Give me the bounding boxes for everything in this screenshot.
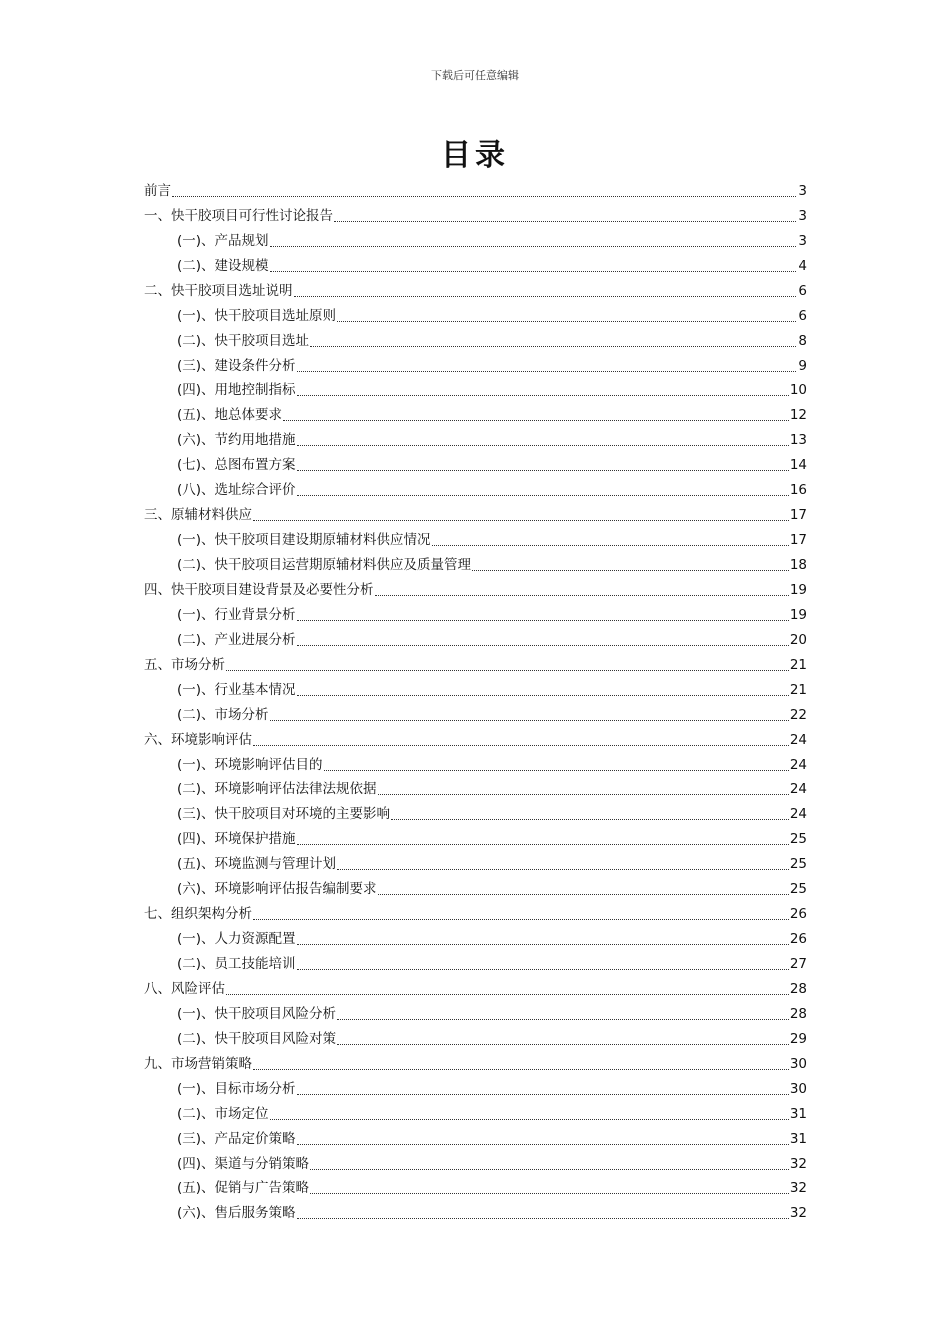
dot-leader (172, 184, 796, 197)
toc-entry-page-number: 6 (798, 307, 807, 324)
toc-entry-label: (六)、售后服务策略 (177, 1205, 296, 1222)
dot-leader (472, 558, 789, 571)
toc-entry-page-number: 26 (789, 931, 807, 948)
toc-entry-page-number: 24 (789, 731, 807, 748)
dot-leader (297, 832, 789, 845)
toc-entry[interactable] (144, 226, 807, 251)
toc-entry[interactable] (144, 550, 807, 575)
dot-leader (297, 483, 789, 496)
toc-entry-page-number: 26 (789, 906, 807, 923)
toc-entry-label: (一)、行业基本情况 (177, 681, 296, 698)
toc-entry-label: (一)、快干胶项目风险分析 (177, 1005, 337, 1022)
toc-entry-page-number: 25 (789, 881, 807, 898)
toc-entry-label: (一)、快干胶项目选址原则 (177, 307, 337, 324)
dot-leader (297, 1132, 789, 1145)
toc-entry-label: (二)、快干胶项目运营期原辅材料供应及质量管理 (177, 557, 472, 573)
page-title: 目录 (441, 138, 509, 173)
toc-entry[interactable] (144, 425, 807, 450)
toc-entry-label: (二)、快干胶项目选址 (177, 332, 310, 349)
toc-entry[interactable] (144, 400, 807, 425)
toc-entry-label: (三)、快干胶项目对环境的主要影响 (177, 806, 391, 823)
toc-entry[interactable] (144, 849, 807, 874)
toc-entry[interactable] (144, 301, 807, 326)
toc-entry-label: (四)、环境保护措施 (177, 831, 296, 848)
toc-entry[interactable] (144, 1174, 807, 1199)
toc-entry-label: (三)、产品定价策略 (177, 1130, 296, 1147)
dot-leader (297, 932, 789, 945)
dot-leader (391, 807, 789, 820)
toc-entry-label: (六)、环境影响评估报告编制要求 (177, 881, 377, 898)
toc-entry[interactable] (144, 276, 807, 301)
dot-leader (297, 1206, 789, 1219)
toc-entry-label: 一、快干胶项目可行性讨论报告 (144, 207, 333, 224)
dot-leader (378, 782, 789, 795)
dot-leader (337, 857, 789, 870)
toc-entry[interactable] (144, 625, 807, 650)
toc-entry-page-number: 24 (789, 781, 807, 798)
toc-entry[interactable] (144, 1124, 807, 1149)
dot-leader (253, 907, 789, 920)
dot-leader (226, 658, 789, 671)
toc-entry[interactable] (144, 949, 807, 974)
toc-entry-page-number: 32 (789, 1155, 807, 1172)
dot-leader (297, 359, 796, 372)
toc-entry-label: 六、环境影响评估 (144, 731, 252, 748)
toc-entry-page-number: 3 (798, 182, 807, 199)
toc-entry-label: (一)、人力资源配置 (177, 931, 296, 948)
toc-entry-label: 二、快干胶项目选址说明 (144, 282, 293, 299)
toc-entry-page-number: 10 (789, 382, 807, 399)
toc-entry[interactable] (144, 725, 807, 750)
toc-entry[interactable] (144, 750, 807, 775)
dot-leader (253, 733, 789, 746)
toc-entry-page-number: 18 (789, 557, 807, 573)
toc-entry[interactable] (144, 799, 807, 824)
toc-entry-page-number: 24 (789, 756, 807, 773)
toc-entry-page-number: 13 (789, 432, 807, 449)
dot-leader (375, 583, 789, 596)
toc-entry[interactable] (144, 1024, 807, 1049)
toc-entry-label: (二)、市场定位 (177, 1105, 269, 1122)
dot-leader (283, 408, 789, 421)
toc-entry-label: (七)、总图布置方案 (177, 457, 296, 474)
dot-leader (334, 209, 796, 222)
toc-entry-page-number: 14 (789, 457, 807, 474)
dot-leader (378, 882, 789, 895)
dot-leader (432, 533, 789, 546)
toc-entry-page-number: 17 (789, 507, 807, 524)
toc-entry-label: (二)、员工技能培训 (177, 956, 296, 972)
toc-entry-page-number: 21 (789, 656, 807, 673)
toc-entry-label: (四)、渠道与分销策略 (177, 1155, 310, 1172)
toc-entry-page-number: 3 (798, 207, 807, 224)
toc-entry[interactable] (144, 351, 807, 376)
toc-entry[interactable] (144, 1074, 807, 1099)
toc-entry-page-number: 17 (789, 532, 807, 549)
toc-entry-label: (一)、产品规划 (177, 232, 269, 249)
toc-entry[interactable] (144, 326, 807, 351)
toc-entry-page-number: 29 (789, 1030, 807, 1047)
dot-leader (294, 284, 797, 297)
toc-entry-label: (一)、行业背景分析 (177, 606, 296, 623)
toc-entry-label: 四、快干胶项目建设背景及必要性分析 (144, 581, 374, 598)
dot-leader (310, 334, 796, 347)
toc-entry-page-number: 24 (789, 806, 807, 823)
toc-entry[interactable] (144, 1099, 807, 1124)
toc-entry-page-number: 6 (798, 282, 807, 299)
toc-entry[interactable] (144, 924, 807, 949)
dot-leader (270, 708, 789, 721)
toc-entry-label: (二)、产业进展分析 (177, 631, 296, 648)
table-of-contents (144, 176, 807, 1223)
toc-entry-label: (五)、地总体要求 (177, 407, 283, 424)
dot-leader (310, 1157, 789, 1170)
toc-entry-page-number: 12 (789, 407, 807, 424)
toc-entry-page-number: 31 (789, 1130, 807, 1147)
toc-entry-label: 七、组织架构分析 (144, 906, 252, 923)
toc-entry-label: (一)、快干胶项目建设期原辅材料供应情况 (177, 532, 431, 549)
toc-entry-page-number: 22 (789, 706, 807, 723)
toc-entry-label: (二)、建设规模 (177, 257, 269, 274)
toc-entry-page-number: 30 (789, 1080, 807, 1097)
toc-entry-label: (八)、选址综合评价 (177, 482, 296, 499)
toc-entry-page-number: 16 (789, 482, 807, 499)
toc-entry-label: (五)、促销与广告策略 (177, 1180, 310, 1197)
toc-entry[interactable] (144, 575, 807, 600)
toc-entry-label: (二)、环境影响评估法律法规依据 (177, 781, 377, 798)
dot-leader (337, 309, 796, 322)
toc-entry[interactable] (144, 500, 807, 525)
toc-entry[interactable] (144, 376, 807, 401)
toc-entry-page-number: 31 (789, 1105, 807, 1122)
toc-entry[interactable] (144, 974, 807, 999)
dot-leader (297, 458, 789, 471)
dot-leader (270, 1107, 789, 1120)
toc-entry-label: (一)、目标市场分析 (177, 1080, 296, 1097)
toc-entry-label: 八、风险评估 (144, 980, 225, 997)
toc-entry[interactable] (144, 700, 807, 725)
toc-entry[interactable] (144, 775, 807, 800)
toc-entry-page-number: 20 (789, 631, 807, 648)
toc-entry[interactable] (144, 874, 807, 899)
toc-entry-page-number: 4 (798, 257, 807, 274)
header-note: 下载后可任意编辑 (431, 69, 519, 82)
toc-entry-label: (三)、建设条件分析 (177, 357, 296, 374)
toc-entry-page-number: 8 (798, 332, 807, 349)
toc-entry-page-number: 25 (789, 856, 807, 873)
dot-leader (253, 1057, 789, 1070)
toc-entry-label: (五)、环境监测与管理计划 (177, 856, 337, 873)
dot-leader (226, 982, 789, 995)
dot-leader (310, 1181, 789, 1194)
toc-entry-label: 前言 (144, 182, 171, 199)
toc-entry-page-number: 3 (798, 232, 807, 249)
toc-entry-label: (二)、市场分析 (177, 706, 269, 723)
toc-entry[interactable] (144, 675, 807, 700)
toc-entry-label: (二)、快干胶项目风险对策 (177, 1030, 337, 1047)
dot-leader (270, 234, 796, 247)
toc-entry[interactable] (144, 201, 807, 226)
dot-leader (297, 433, 789, 446)
toc-entry[interactable] (144, 176, 807, 201)
toc-entry-label: 五、市场分析 (144, 656, 225, 673)
toc-entry[interactable] (144, 899, 807, 924)
dot-leader (297, 608, 789, 621)
toc-entry-label: (六)、节约用地措施 (177, 432, 296, 449)
dot-leader (297, 957, 789, 970)
toc-entry-page-number: 32 (789, 1205, 807, 1222)
dot-leader (324, 758, 789, 771)
dot-leader (297, 383, 789, 396)
toc-entry[interactable] (144, 824, 807, 849)
toc-entry[interactable] (144, 1049, 807, 1074)
toc-entry-label: (四)、用地控制指标 (177, 382, 296, 399)
toc-entry-label: (一)、环境影响评估目的 (177, 756, 323, 773)
dot-leader (337, 1007, 789, 1020)
toc-entry[interactable] (144, 999, 807, 1024)
toc-entry[interactable] (144, 251, 807, 276)
toc-entry[interactable] (144, 450, 807, 475)
toc-entry-page-number: 30 (789, 1055, 807, 1072)
toc-entry[interactable] (144, 1198, 807, 1223)
toc-entry[interactable] (144, 650, 807, 675)
toc-entry-page-number: 28 (789, 980, 807, 997)
toc-entry-label: 九、市场营销策略 (144, 1055, 252, 1072)
dot-leader (270, 259, 796, 272)
toc-entry-page-number: 28 (789, 1005, 807, 1022)
toc-entry-page-number: 19 (789, 606, 807, 623)
dot-leader (297, 1082, 789, 1095)
dot-leader (297, 683, 789, 696)
toc-entry-label: 三、原辅材料供应 (144, 507, 252, 524)
toc-entry[interactable] (144, 1149, 807, 1174)
toc-entry-page-number: 32 (789, 1180, 807, 1197)
toc-entry[interactable] (144, 525, 807, 550)
toc-entry-page-number: 27 (789, 956, 807, 972)
dot-leader (253, 508, 789, 521)
toc-entry-page-number: 19 (789, 581, 807, 598)
dot-leader (337, 1032, 789, 1045)
dot-leader (297, 633, 789, 646)
toc-entry[interactable] (144, 600, 807, 625)
toc-entry-page-number: 25 (789, 831, 807, 848)
toc-entry-page-number: 9 (798, 357, 807, 374)
toc-entry-page-number: 21 (789, 681, 807, 698)
toc-entry[interactable] (144, 475, 807, 500)
